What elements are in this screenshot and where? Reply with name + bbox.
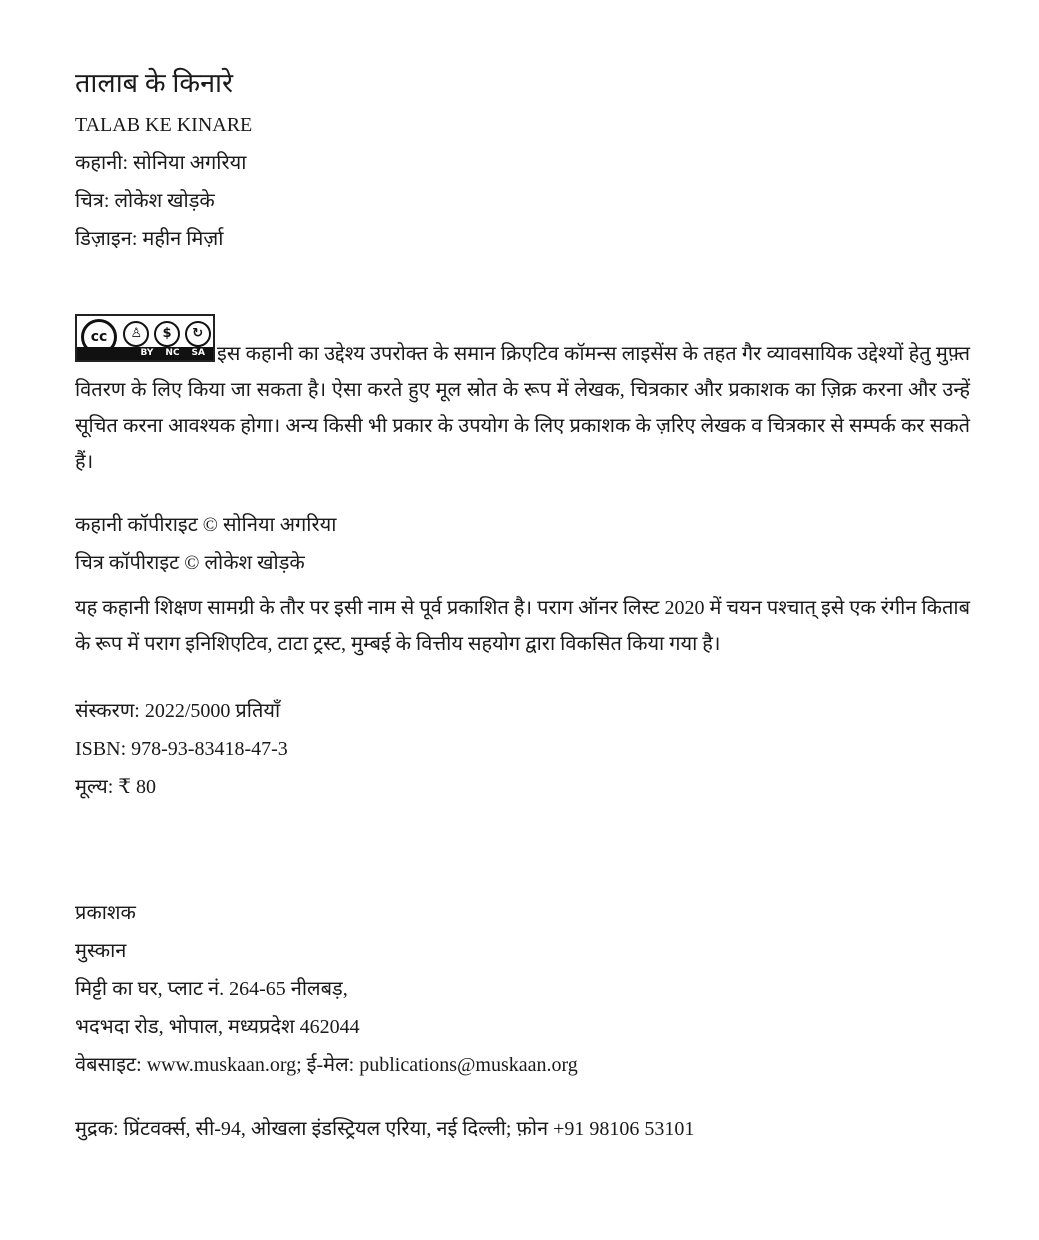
illustration-copyright: चित्र कॉपीराइट © लोकेश खोड़के — [75, 552, 305, 574]
cc-label-bar — [77, 347, 213, 360]
story-copyright: कहानी कॉपीराइट © सोनिया अगरिया — [75, 514, 337, 536]
price: मूल्य: ₹ 80 — [75, 776, 156, 798]
publisher-heading: प्रकाशक — [75, 902, 136, 924]
publisher-contact: वेबसाइट: www.muskaan.org; ई-मेल: publications@muskaan.org — [75, 1054, 578, 1076]
imprint-page — [75, 60, 970, 1148]
story-credit: कहानी: सोनिया अगरिया — [75, 152, 247, 174]
cc-label-by: BY — [140, 348, 154, 358]
cc-label-nc: NC — [165, 348, 180, 358]
non-commercial-icon: $ — [154, 321, 180, 347]
publisher-name: मुस्कान — [75, 940, 127, 962]
share-alike-icon: ↻ — [185, 321, 211, 347]
design-credit: डिज़ाइन: महीन मिर्ज़ा — [75, 228, 224, 250]
printer-info: मुद्रक: प्रिंटवर्क्स, सी-94, ओखला इंडस्ट्रियल एरिया, नई दिल्ली; फ़ोन +91 98106 53101 — [75, 1118, 695, 1140]
cc-icon-group — [121, 319, 213, 349]
cc-label-sa: SA — [191, 348, 205, 358]
attribution-icon: ♙ — [123, 321, 149, 347]
illustration-credit: चित्र: लोकेश खोड़के — [75, 190, 215, 212]
publisher-address-line-1: मिट्टी का घर, प्लाट नं. 264-65 नीलबड़, — [75, 978, 348, 1000]
publication-history: यह कहानी शिक्षण सामग्री के तौर पर इसी नाम से पूर्व प्रकाशित है। पराग ऑनर लिस्ट 2020 में चयन पश्चात् इसे एक रंगीन किताब के रूप में पराग इनिशिएटिव, टाटा ट्रस्ट, मुम्बई के वित्तीय सहयोग द्वारा विकसित किया गया है। — [75, 597, 970, 655]
book-title-hindi: तालाब के किनारे — [75, 68, 234, 98]
publisher-address-line-2: भदभदा रोड, भोपाल, मध्यप्रदेश 462044 — [75, 1016, 360, 1038]
license-text: इस कहानी का उद्देश्य उपरोक्त के समान क्रिएटिव कॉमन्स लाइसेंस के तहत गैर व्यावसायिक उद्देश्यों हेतु मुफ़्त वितरण के लिए किया जा सकता है। ऐसा करते हुए मूल स्रोत के रूप में लेखक, चित्रकार और प्रकाशक का ज़िक्र करना और उन्हें सूचित करना आवश्यक होगा। अन्य किसी भी प्रकार के उपयोग के लिए प्रकाशक के ज़रिए लेखक व चित्रकार से सम्पर्क कर सकते हैं। — [75, 343, 970, 473]
cc-by-nc-sa-badge — [75, 314, 215, 362]
cc-icon: cc — [81, 319, 117, 355]
edition-info: संस्करण: 2022/5000 प्रतियाँ — [75, 700, 281, 722]
isbn: ISBN: 978-93-83418-47-3 — [75, 738, 288, 760]
book-title-english: TALAB KE KINARE — [75, 114, 253, 136]
license-paragraph — [75, 314, 970, 480]
